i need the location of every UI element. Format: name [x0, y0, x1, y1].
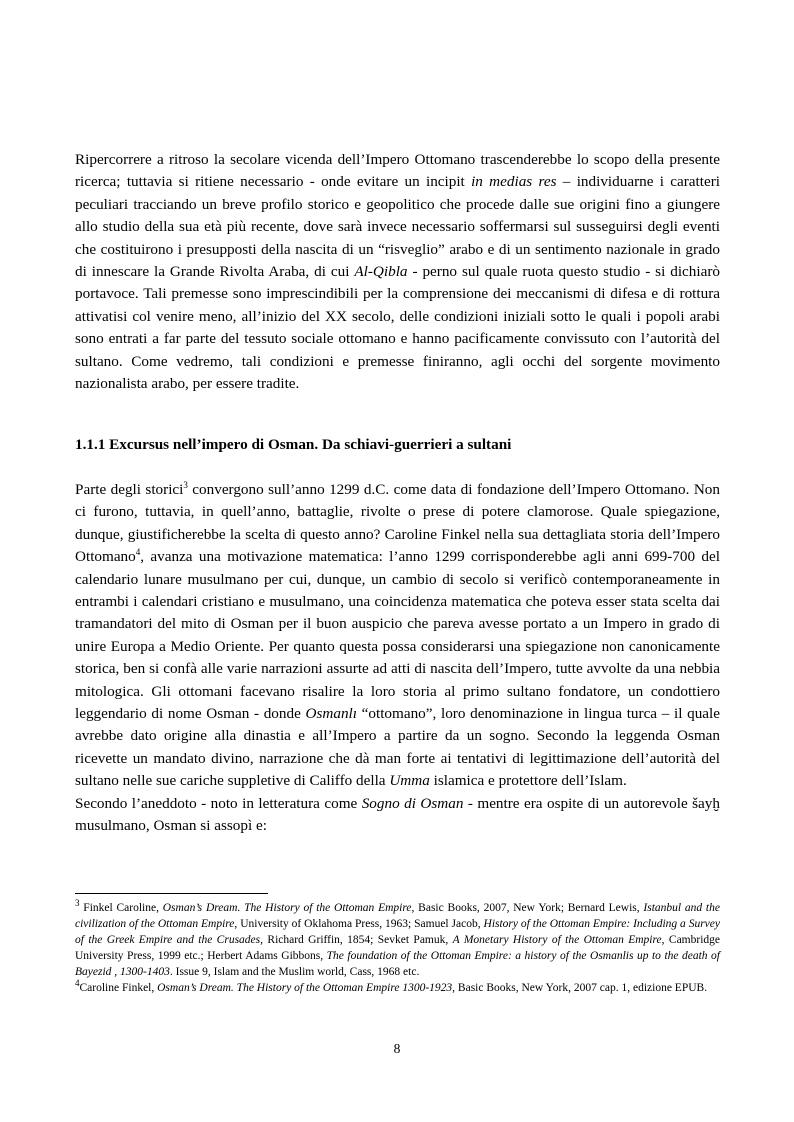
italic-text: Osman’s Dream. The History of the Ottoman Empire [162, 902, 412, 914]
paragraph-intro [75, 149, 720, 395]
paragraph-foundation [75, 479, 720, 793]
italic-text: Istanbul and the civilization of the Ottoman Empire [75, 902, 720, 931]
footnotes [75, 900, 720, 997]
text-run: Finkel Caroline, [79, 902, 163, 914]
italic-text: in medias res [471, 173, 557, 191]
text-run: – individuarne i caratteri peculiari tracciando un breve profilo storico e geopolitico che procede dalle sue origini fino a giungere allo studio della sua età più recente, dove sarà invece necessario soffermarsi sul susseguirsi degli eventi che costituirono i presupposti della nascita di un “risveglio” arabo e di un sentimento nazionale in grado di innescare la Grande Rivolta Araba, di cui [75, 173, 721, 281]
italic-text: History of the Ottoman Empire: Including a Survey of the Greek Empire and the Crusades [75, 918, 720, 947]
text-run: Ripercorrere a ritroso la secolare vicenda dell’Impero Ottomano trascenderebbe lo scopo della presente ricerca; tuttavia si ritiene necessario - onde evitare un incipit [75, 151, 720, 191]
footnote-ref: 3 [75, 898, 80, 909]
italic-text: A Monetary History of the Ottoman Empire [452, 934, 662, 947]
paragraph-body [75, 479, 720, 838]
text-run: Secondo l’aneddoto - noto in letteratura come [75, 794, 362, 812]
text-run: , Basic Books, 2007, New York; Bernard Lewis, [411, 902, 644, 914]
text-run: Caroline Finkel, [79, 982, 158, 995]
italic-text: Al-Qibla [354, 263, 408, 281]
text-run: , avanza una motivazione matematica: l’anno 1299 corrisponderebbe agli anni 699-700 del calendario lunare musulmano per cui, dunque, un cambio di secolo si verificò contemporaneamente in entrambi i calendari cristiano e musulmano, una coincidenza matematica che poteva esser stata scelta dai tramandatori del mito di Osman per il buon auspicio che pareva avesse portato a un Impero in grado di unire Europa a Medio Oriente. Per quanto questa possa considerarsi una spiegazione non canonicamente storica, ben si confà alle varie narrazioni assurte ad atti di nascita dell’Impero, tutte avvolte da una nebbia mitologica. Gli ottomani facevano risalire la loro storia al primo sultano fondatore, un condottiero leggendario di nome Osman - donde [75, 548, 720, 723]
footnote-ref: 4 [135, 547, 141, 558]
text-run: , Cambridge University Press, 1999 etc.; Herbert Adams Gibbons, [75, 934, 720, 963]
italic-text: Osmanlı [305, 705, 357, 723]
italic-text: Sogno di Osman [361, 794, 464, 812]
text-run: , Basic Books, New York, 2007 cap. 1, edizione EPUB. [452, 982, 708, 995]
footnote-ref: 3 [183, 479, 188, 490]
footnote-3 [75, 900, 720, 980]
text-run: Parte degli storici [75, 481, 184, 498]
section-heading: 1.1.1 Excursus nell’impero di Osman. Da schiavi-guerrieri a sultani [75, 436, 512, 453]
footnote-rule [75, 893, 268, 894]
text-run: , Richard Griffin, 1854; Sevket Pamuk, [260, 934, 453, 947]
text-run: , University of Oklahoma Press, 1963; Samuel Jacob, [234, 918, 484, 931]
text-run: “ottomano”, loro denominazione in lingua turca – il quale avrebbe dato origine alla dinastia e all’Impero a partire da un sogno. Secondo la leggenda Osman ricevette un mandato divino, narrazione che dà man forte ai tentativi di legittimazione dell’autorità del sultano nelle sue cariche suppletive di Califfo della [75, 705, 720, 790]
italic-text: Osman’s Dream. The History of the Ottoman Empire 1300-1923 [157, 982, 453, 995]
text-run: . Issue 9, Islam and the Muslim world, Cass, 1968 etc. [169, 966, 420, 979]
page-number: 8 [393, 1041, 401, 1056]
text-run: - perno sul quale ruota questo studio - si dichiarò portavoce. Tali premesse sono imprescindibili per la comprensione dei meccanismi di difesa e di rottura attivatisi col venire meno, all’inizio del XX secolo, delle condizioni iniziali sotto le quali i popoli arabi sono entrati a far parte del tessuto sociale ottomano e hanno pacificamente convissuto con l’autorità del sultano. Come vedremo, tali condizioni e premesse finiranno, agli occhi del sorgente movimento nazionalista arabo, per essere tradite. [75, 263, 720, 393]
footnote-4 [75, 980, 720, 996]
footnote-ref: 4 [75, 978, 80, 989]
text-run: convergono sull’anno 1299 d.C. come data di fondazione dell’Impero Ottomano. Non ci furono, tuttavia, in quell’anno, battaglie, rivolte o prese di potere clamorose. Quale spiegazione, dunque, giustificherebbe la scelta di questo anno? Caroline Finkel nella sua dettagliata storia dell’Impero Ottomano [75, 481, 720, 566]
text-run: islamica e protettore dell’Islam. [429, 772, 627, 790]
italic-text: Umma [389, 772, 430, 790]
paragraph-dream [75, 793, 720, 838]
italic-text: The foundation of the Ottoman Empire: a history of the Osmanlis up to the death of Bayezid , 1300-1403 [75, 950, 720, 979]
text-run: - mentre era ospite di un autorevole šayḫ musulmano, Osman si assopì e: [75, 794, 720, 835]
